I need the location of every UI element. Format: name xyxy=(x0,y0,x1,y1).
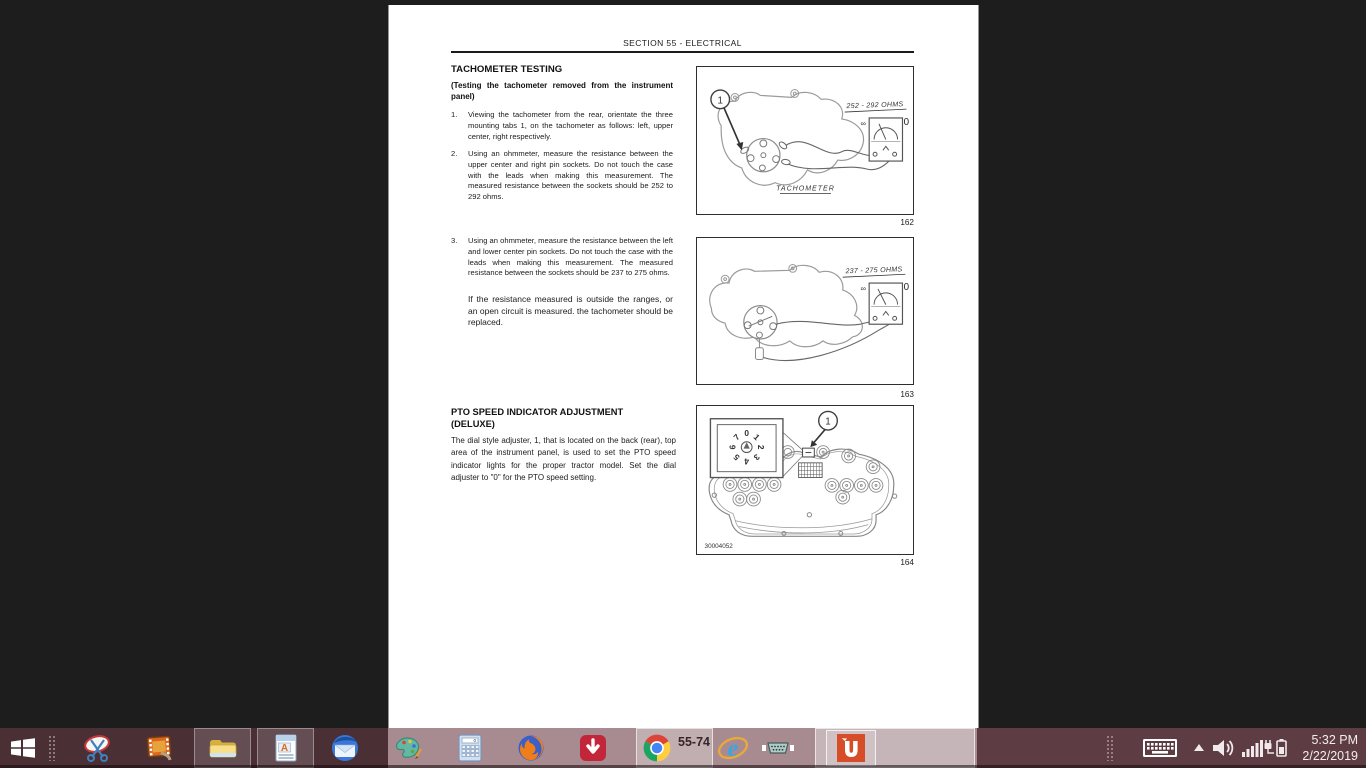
speaker-icon xyxy=(1212,737,1236,759)
taskbar-grip-left[interactable] xyxy=(48,735,56,761)
figure-163-infinity-mark: ∞ xyxy=(860,283,867,293)
clock-date: 2/22/2019 xyxy=(1302,749,1358,763)
taskbar-internet-explorer[interactable] xyxy=(712,728,754,768)
figure-162-number: 162 xyxy=(900,218,914,227)
internet-explorer-icon xyxy=(717,733,749,763)
svg-text:e: e xyxy=(727,736,739,762)
taskbar-file-explorer[interactable] xyxy=(194,728,251,768)
pdf-page xyxy=(388,5,979,768)
taskbar-grip-tray[interactable] xyxy=(1106,735,1114,761)
figure-164-instrument-panel xyxy=(696,405,914,555)
taskbar-movie-maker[interactable] xyxy=(140,728,180,768)
dial-number-1: 1 xyxy=(751,431,762,443)
download-arrow-icon xyxy=(579,734,607,762)
connector-block xyxy=(799,463,823,478)
figure-163-ohms-label: 237 - 275 OHMS xyxy=(845,266,903,276)
firefox-icon xyxy=(516,733,546,763)
start-button[interactable] xyxy=(0,728,46,768)
chrome-icon xyxy=(642,733,672,763)
dial-number-2: 2 xyxy=(755,444,766,450)
tray-volume[interactable] xyxy=(1210,728,1238,768)
tachometer-testing-subtitle: (Testing the tachometer removed from the instrument panel) xyxy=(451,81,673,101)
step-2-number: 2. xyxy=(451,149,458,158)
replacement-note: If the resistance measured is outside the ranges, or an open circuit is measured. the tachometer should be replaced. xyxy=(468,294,673,328)
wordpad-icon xyxy=(272,733,300,763)
section-header: SECTION 55 - ELECTRICAL xyxy=(623,38,742,48)
snipping-tool-icon xyxy=(83,733,113,763)
taskbar-firefox[interactable] xyxy=(511,728,551,768)
step-2 xyxy=(451,149,673,203)
sumatra-pdf-icon xyxy=(836,733,866,763)
step-1 xyxy=(451,110,673,142)
tachometer-testing-title: TACHOMETER TESTING xyxy=(451,64,563,75)
figure-164-number: 164 xyxy=(900,558,914,567)
signal-bars-icon xyxy=(1242,739,1264,757)
tray-show-hidden-icons[interactable] xyxy=(1190,728,1208,768)
taskbar-chrome[interactable] xyxy=(636,728,713,768)
figure-162-infinity-mark: ∞ xyxy=(860,118,867,128)
figure-163-drawing xyxy=(697,238,912,383)
serial-port-icon xyxy=(761,738,795,758)
step-2-text: Using an ohmmeter, measure the resistance between the upper center and right pin sockets. Do not touch the case with the leads when making this measurement. The measured resistance between the sockets should be 252 to 292 ohms. xyxy=(468,149,673,202)
step-3-number: 3. xyxy=(451,236,458,245)
step-3-text: Using an ohmmeter, measure the resistance between the left and lower center pin sockets. Do not touch the case with the leads when making this measurement. The measured resistance between the sockets should be 237 to 275 ohms. xyxy=(468,236,673,278)
chrome-button-label: 55-74 xyxy=(678,735,710,749)
pto-section-title xyxy=(451,407,673,430)
pto-body-text: The dial style adjuster, 1, that is located on the back (rear), top area of the instrument panel, is used to set the PTO speed indicator lights for the proper tractor model. Set the dial adjuster to "0" for the PTO speed setting. xyxy=(451,436,676,483)
clock-time: 5:32 PM xyxy=(1311,733,1358,747)
figure-164-callout: 1 xyxy=(825,416,831,428)
chevron-up-icon xyxy=(1193,743,1205,753)
tray-clock[interactable] xyxy=(1278,732,1358,764)
step-1-text: Viewing the tachometer from the rear, orientate the three mounting tabs 1, on the tachometer as follows: left, upper center, right respectively. xyxy=(468,110,673,141)
taskbar-sumatra-pdf-active[interactable] xyxy=(815,728,975,768)
pto-title-line2: (DELUXE) xyxy=(451,418,495,429)
figure-162-zero-mark: 0 xyxy=(903,116,910,128)
taskbar-wordpad[interactable] xyxy=(257,728,314,768)
figure-162-drawing xyxy=(697,67,912,213)
paint-icon xyxy=(392,733,422,763)
dial-inset xyxy=(710,419,783,478)
pto-title-line1: PTO SPEED INDICATOR ADJUSTMENT xyxy=(451,407,624,417)
header-rule xyxy=(451,51,914,53)
svg-text:A: A xyxy=(280,743,288,754)
figure-163-tachometer-test xyxy=(696,237,914,385)
dial-number-7: 7 xyxy=(731,431,742,443)
figure-163-number: 163 xyxy=(900,390,914,399)
figure-164-drawing xyxy=(697,406,912,553)
taskbar xyxy=(0,728,1366,768)
dial-number-5: 5 xyxy=(731,452,742,463)
figure-162-ohms-label: 252 - 292 OHMS xyxy=(846,101,904,111)
dial-number-6: 6 xyxy=(727,444,738,450)
windows-logo-icon xyxy=(10,735,36,761)
movie-maker-icon xyxy=(145,733,175,763)
thunderbird-icon xyxy=(330,733,360,763)
step-1-number: 1. xyxy=(451,110,458,119)
svg-text:0: 0 xyxy=(473,738,476,744)
taskbar-thunderbird[interactable] xyxy=(325,728,365,768)
figure-162-tachometer-test xyxy=(696,66,914,215)
dial-number-0: 0 xyxy=(744,427,750,438)
dial-number-4: 4 xyxy=(744,456,750,467)
touch-keyboard-icon xyxy=(1142,736,1178,760)
tray-touch-keyboard[interactable] xyxy=(1136,728,1184,768)
dial-number-3: 3 xyxy=(751,452,762,463)
taskbar-paint[interactable] xyxy=(387,728,427,768)
taskbar-calculator[interactable] xyxy=(450,728,490,768)
taskbar-download-manager[interactable] xyxy=(573,728,613,768)
step-3 xyxy=(451,236,673,279)
sumatra-icon-frame xyxy=(826,730,876,766)
taskbar-serial-port[interactable] xyxy=(758,728,798,768)
taskbar-snipping-tool[interactable] xyxy=(78,728,118,768)
figure-164-code: 30004052 xyxy=(704,543,733,551)
figure-163-zero-mark: 0 xyxy=(903,281,910,293)
file-explorer-icon xyxy=(208,733,238,763)
figure-162-callout: 1 xyxy=(717,95,723,107)
calculator-icon xyxy=(456,733,484,763)
figure-162-caption: TACHOMETER xyxy=(776,185,835,193)
